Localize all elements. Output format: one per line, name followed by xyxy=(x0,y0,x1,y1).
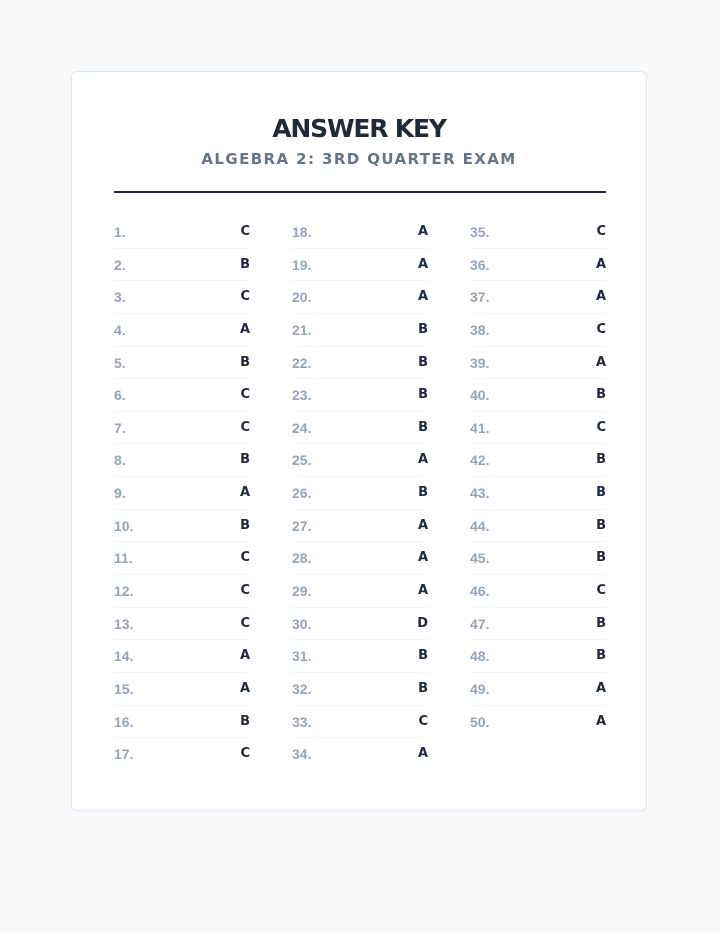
answer-row xyxy=(292,477,428,510)
question-number: 46. xyxy=(470,583,490,600)
question-number: 38. xyxy=(470,321,490,338)
question-number: 33. xyxy=(292,713,312,730)
question-number: 7. xyxy=(114,419,126,436)
question-number: 28. xyxy=(292,550,312,567)
question-number: 39. xyxy=(470,354,490,371)
answer-row xyxy=(470,347,606,380)
answer-letter: A xyxy=(417,517,428,533)
answer-letter: B xyxy=(240,354,250,370)
question-number: 49. xyxy=(470,680,490,697)
question-number: 25. xyxy=(292,452,312,469)
answer-letter: B xyxy=(418,485,428,501)
answer-row xyxy=(114,379,250,412)
answer-row xyxy=(470,542,606,575)
exam-subtitle: ALGEBRA 2: 3RD QUARTER EXAM xyxy=(201,150,517,168)
question-number: 10. xyxy=(114,517,134,534)
answer-letter: C xyxy=(240,615,250,631)
answer-row xyxy=(470,477,606,510)
answer-row xyxy=(292,216,428,249)
answer-row xyxy=(114,347,250,380)
answer-letter: A xyxy=(595,289,606,305)
question-number: 15. xyxy=(114,680,134,697)
answer-row xyxy=(292,444,428,477)
answer-row xyxy=(292,673,428,706)
answer-row xyxy=(470,575,606,608)
answer-letter: B xyxy=(596,648,606,664)
question-number: 27. xyxy=(292,517,312,534)
answer-letter: C xyxy=(240,550,250,566)
answer-row xyxy=(292,281,428,314)
question-number: 31. xyxy=(292,648,312,665)
question-number: 41. xyxy=(470,419,490,436)
question-number: 23. xyxy=(292,387,312,404)
answer-letter: B xyxy=(418,648,428,664)
answer-row xyxy=(114,738,250,771)
question-number: 26. xyxy=(292,485,312,502)
answer-letter: D xyxy=(417,615,428,631)
question-number: 43. xyxy=(470,485,490,502)
question-number: 44. xyxy=(470,517,490,534)
answer-letter: B xyxy=(596,452,606,468)
answer-row xyxy=(114,314,250,347)
answer-letter: B xyxy=(596,387,606,403)
answer-letter: A xyxy=(595,256,606,272)
answer-row xyxy=(292,510,428,543)
question-number: 5. xyxy=(114,354,126,371)
question-number: 2. xyxy=(114,256,126,273)
answer-letter: C xyxy=(240,583,250,599)
question-number: 47. xyxy=(470,615,490,632)
answer-row xyxy=(114,216,250,249)
answer-row xyxy=(470,510,606,543)
header-divider xyxy=(114,191,606,193)
answer-row xyxy=(292,706,428,739)
answer-row xyxy=(292,575,428,608)
question-number: 32. xyxy=(292,680,312,697)
question-number: 20. xyxy=(292,289,312,306)
answer-letter: B xyxy=(240,452,250,468)
answer-letter: C xyxy=(596,583,606,599)
answer-letter: A xyxy=(239,680,250,696)
question-number: 35. xyxy=(470,224,490,240)
answer-column xyxy=(470,216,606,738)
question-number: 24. xyxy=(292,419,312,436)
answer-letter: B xyxy=(596,550,606,566)
answer-letter: B xyxy=(418,354,428,370)
answer-row xyxy=(114,706,250,739)
question-number: 34. xyxy=(292,746,312,763)
answer-row xyxy=(292,379,428,412)
answer-letter: A xyxy=(417,256,428,272)
question-number: 6. xyxy=(114,387,126,404)
answer-row xyxy=(470,706,606,739)
answer-row xyxy=(470,608,606,641)
question-number: 17. xyxy=(114,746,134,763)
answer-row xyxy=(470,412,606,445)
answer-letter: B xyxy=(418,387,428,403)
answer-row xyxy=(114,575,250,608)
question-number: 19. xyxy=(292,256,312,273)
answer-letter: C xyxy=(240,289,250,305)
page-title: ANSWER KEY xyxy=(272,114,446,143)
answer-row xyxy=(114,412,250,445)
question-number: 14. xyxy=(114,648,134,665)
answer-letter: A xyxy=(417,746,428,762)
answer-letter: A xyxy=(417,289,428,305)
answer-letter: A xyxy=(595,680,606,696)
answer-column xyxy=(292,216,428,771)
answer-letter: B xyxy=(240,517,250,533)
answer-row xyxy=(114,444,250,477)
question-number: 13. xyxy=(114,615,134,632)
question-number: 22. xyxy=(292,354,312,371)
answer-letter: C xyxy=(240,419,250,435)
answer-letter: A xyxy=(417,224,428,239)
answer-row xyxy=(470,249,606,282)
question-number: 16. xyxy=(114,713,134,730)
answer-row xyxy=(292,347,428,380)
answer-letter: C xyxy=(240,387,250,403)
answer-row xyxy=(292,249,428,282)
answer-letter: B xyxy=(418,419,428,435)
question-number: 21. xyxy=(292,321,312,338)
answer-row xyxy=(470,673,606,706)
answer-row xyxy=(114,608,250,641)
answer-letter: C xyxy=(240,746,250,762)
answer-letter: C xyxy=(596,419,606,435)
answer-letter: A xyxy=(239,321,250,337)
answer-letter: A xyxy=(239,648,250,664)
answer-letter: C xyxy=(596,321,606,337)
question-number: 29. xyxy=(292,583,312,600)
answer-row xyxy=(114,249,250,282)
question-number: 11. xyxy=(114,550,133,567)
question-number: 48. xyxy=(470,648,490,665)
answer-row xyxy=(470,216,606,249)
answer-row xyxy=(470,379,606,412)
answer-letter: A xyxy=(239,485,250,501)
answer-letter: A xyxy=(417,452,428,468)
answer-letter: B xyxy=(596,485,606,501)
answer-row xyxy=(292,640,428,673)
question-number: 30. xyxy=(292,615,312,632)
answer-row xyxy=(292,608,428,641)
answer-letter: B xyxy=(240,256,250,272)
answer-row xyxy=(292,412,428,445)
answer-row xyxy=(114,477,250,510)
answer-letter: A xyxy=(595,713,606,729)
answer-letter: A xyxy=(595,354,606,370)
question-number: 40. xyxy=(470,387,490,404)
answer-row xyxy=(114,640,250,673)
answer-row xyxy=(292,542,428,575)
answer-letter: A xyxy=(417,550,428,566)
answer-letter: A xyxy=(417,583,428,599)
question-number: 4. xyxy=(114,321,126,338)
answer-letter: B xyxy=(240,713,250,729)
answer-row xyxy=(292,314,428,347)
question-number: 36. xyxy=(470,256,490,273)
question-number: 1. xyxy=(114,224,126,240)
answer-row xyxy=(470,640,606,673)
question-number: 9. xyxy=(114,485,126,502)
answer-row xyxy=(114,281,250,314)
question-number: 8. xyxy=(114,452,126,469)
question-number: 3. xyxy=(114,289,126,306)
question-number: 50. xyxy=(470,713,490,730)
answer-row xyxy=(470,281,606,314)
question-number: 42. xyxy=(470,452,490,469)
answer-column xyxy=(114,216,250,771)
answer-letter: B xyxy=(596,615,606,631)
question-number: 45. xyxy=(470,550,490,567)
answer-row xyxy=(114,673,250,706)
answer-row xyxy=(470,314,606,347)
answer-letter: C xyxy=(596,224,606,239)
answer-row xyxy=(470,444,606,477)
answer-letter: B xyxy=(418,321,428,337)
answer-row xyxy=(292,738,428,771)
answer-letter: B xyxy=(596,517,606,533)
question-number: 12. xyxy=(114,583,134,600)
answer-letter: C xyxy=(418,713,428,729)
question-number: 37. xyxy=(470,289,490,306)
answer-row xyxy=(114,542,250,575)
answer-letter: C xyxy=(240,224,250,239)
answer-row xyxy=(114,510,250,543)
answer-letter: B xyxy=(418,680,428,696)
question-number: 18. xyxy=(292,224,312,240)
answer-key-card xyxy=(71,71,647,811)
